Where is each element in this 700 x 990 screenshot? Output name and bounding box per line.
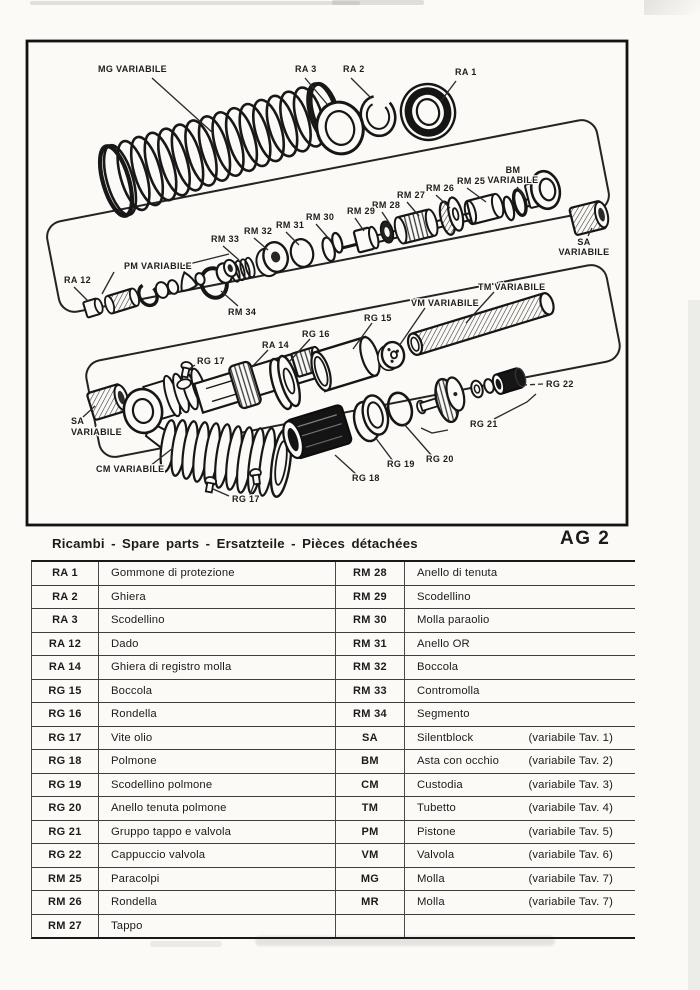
label-rg21: RG 21 [470,419,498,429]
part-desc-text: Segmento [417,708,470,721]
nut-ra12 [83,297,104,317]
part-desc-text: Asta con occhio [417,755,500,768]
label-bm-line1: BM [505,165,521,175]
part-desc: Dado [99,633,336,656]
part-desc: Ghiera [99,586,336,609]
label-vm: VM VARIABILE [411,298,480,308]
part-code: VM [336,844,405,867]
label-sa-right-line1: SA [577,237,591,247]
label-rm28: RM 28 [372,200,401,210]
part-desc [405,797,635,820]
part-code: RA 1 [32,562,99,585]
label-sa-left-line2: VARIABILE [71,427,122,437]
label-rm34: RM 34 [228,307,257,317]
part-code: RG 16 [32,703,99,726]
part-variant-note: (variabile Tav. 4) [528,802,613,815]
part-code: RG 17 [32,727,99,750]
label-ra1: RA 1 [455,67,477,77]
part-desc-text: Boccola [417,661,459,674]
part-variant-note: (variabile Tav. 7) [528,872,613,885]
part-desc: Anello tenuta polmone [99,797,336,820]
valve-group-rg21 [416,375,496,425]
part-code: RM 29 [336,586,405,609]
part-desc: Boccola [99,680,336,703]
label-ra14: RA 14 [262,340,289,350]
label-rm33: RM 33 [211,234,240,244]
part-desc-text: Contromolla [417,684,480,697]
part-code: RG 21 [32,821,99,844]
part-desc: Paracolpi [99,868,336,891]
table-row [32,844,635,868]
plug-rm27 [392,208,439,244]
part-code: RM 34 [336,703,405,726]
label-rg20: RG 20 [426,454,454,464]
table-row [32,821,635,845]
part-desc: Gruppo tappo e valvola [99,821,336,844]
part-desc [405,703,635,726]
label-rm30: RM 30 [306,212,335,222]
part-desc-text: Anello di tenuta [417,567,498,580]
part-desc-text: Pistone [417,825,456,838]
scan-smudge-bottom2 [150,941,222,947]
table-row [32,774,635,798]
label-tm: TM VARIABILE [478,282,546,292]
part-variant-note: (variabile Tav. 5) [528,825,613,838]
part-desc [405,868,635,891]
label-rg16: RG 16 [302,329,330,339]
label-sa-left-line1: SA [71,416,85,426]
table-row [32,680,635,704]
label-mg: MG VARIABILE [98,64,168,74]
part-code: RM 32 [336,656,405,679]
label-rm25: RM 25 [457,176,486,186]
label-cm: CM VARIABILE [96,464,165,474]
part-desc [405,915,635,938]
bellows-cm [158,419,295,498]
label-ra12: RA 12 [64,275,91,285]
part-desc: Gommone di protezione [99,562,336,585]
spring-mg [94,80,345,219]
table-row [32,562,635,586]
part-desc-text: Silentblock [417,731,474,744]
table-title: Ricambi - Spare parts - Ersatzteile - Pièces détachées [52,536,418,551]
table-row [32,891,635,915]
label-bm-line2: VARIABILE [487,175,539,185]
part-code: CM [336,774,405,797]
part-code: RG 22 [32,844,99,867]
part-desc: Polmone [99,750,336,773]
cup-rg19 [349,393,393,444]
part-code: BM [336,750,405,773]
part-desc: Rondella [99,891,336,914]
plate-code: AG 2 [560,528,611,549]
label-pm: PM VARIABILE [124,261,193,271]
table-row [32,586,635,610]
part-desc [405,656,635,679]
part-desc [405,774,635,797]
label-rg18: RG 18 [352,473,380,483]
part-code: RG 19 [32,774,99,797]
table-row [32,750,635,774]
part-code: RM 28 [336,562,405,585]
part-code: PM [336,821,405,844]
label-rg22: RG 22 [546,379,574,389]
label-rg19: RG 19 [387,459,415,469]
bush-rm32 [252,239,291,278]
label-ra2: RA 2 [343,64,365,74]
oring-rm31 [288,237,316,270]
spring-rm30 [320,232,346,262]
part-desc [405,562,635,585]
part-variant-note: (variabile Tav. 7) [528,896,613,909]
label-sa-right-line2: VARIABILE [558,247,610,257]
oring-rg20 [385,390,416,428]
part-desc [405,821,635,844]
bumper-rm25 [463,193,506,225]
part-desc [405,586,635,609]
part-desc [405,750,635,773]
bushing-rg15 [308,335,384,393]
polmone-rg18 [279,404,352,461]
label-rm27: RM 27 [397,190,426,200]
label-rg17-lower: RG 17 [232,494,260,504]
part-desc [405,680,635,703]
part-code: MR [336,891,405,914]
part-desc [405,609,635,632]
part-desc-text: Valvola [417,849,455,862]
part-variant-note: (variabile Tav. 6) [528,849,613,862]
part-code: RA 3 [32,609,99,632]
part-code: TM [336,797,405,820]
part-variant-note: (variabile Tav. 1) [528,731,613,744]
label-rg15: RG 15 [364,313,392,323]
silentblock-sa-right [569,200,611,236]
part-code: SA [336,727,405,750]
part-desc: Scodellino [99,609,336,632]
part-desc-text: Scodellino [417,590,471,603]
part-code: RM 27 [32,915,99,938]
part-desc-text: Custodia [417,778,463,791]
part-code: RM 30 [336,609,405,632]
table-row [32,633,635,657]
part-desc [405,633,635,656]
part-desc: Tappo [99,915,336,938]
table-row [32,915,635,938]
part-code: RA 2 [32,586,99,609]
parts-table-rows [32,562,635,937]
table-row [32,868,635,892]
part-code: RM 26 [32,891,99,914]
label-ra3: RA 3 [295,64,317,74]
part-desc-text: Molla paraolio [417,614,490,627]
label-rm31: RM 31 [276,220,305,230]
part-code: RG 20 [32,797,99,820]
label-rg17-upper: RG 17 [197,356,225,366]
cap-rg22 [491,367,528,396]
part-desc-text: Anello OR [417,637,470,650]
nut-rm29 [354,226,381,253]
part-code: RG 15 [32,680,99,703]
part-code: RA 12 [32,633,99,656]
part-code: MG [336,868,405,891]
part-desc: Ghiera di registro molla [99,656,336,679]
part-code [336,915,405,938]
part-desc-text: Tubetto [417,802,456,815]
part-variant-note: (variabile Tav. 3) [528,778,613,791]
part-code: RM 25 [32,868,99,891]
part-desc: Rondella [99,703,336,726]
label-rm26: RM 26 [426,183,455,193]
piston-pm [103,287,141,314]
part-code: RG 18 [32,750,99,773]
part-code: RA 14 [32,656,99,679]
part-desc [405,891,635,914]
parts-table [31,560,635,939]
part-desc: Vite olio [99,727,336,750]
part-code: RM 31 [336,633,405,656]
label-rm32: RM 32 [244,226,273,236]
part-desc-text: Molla [417,896,445,909]
table-row [32,656,635,680]
table-row [32,703,635,727]
table-row [32,797,635,821]
label-rm29: RM 29 [347,206,376,216]
table-row [32,609,635,633]
part-variant-note: (variabile Tav. 2) [528,755,613,768]
table-row [32,727,635,751]
part-code: RM 33 [336,680,405,703]
part-desc-text: Molla [417,872,445,885]
part-desc: Scodellino polmone [99,774,336,797]
washer-rm26 [436,196,466,236]
part-desc [405,727,635,750]
part-desc [405,844,635,867]
part-desc: Cappuccio valvola [99,844,336,867]
